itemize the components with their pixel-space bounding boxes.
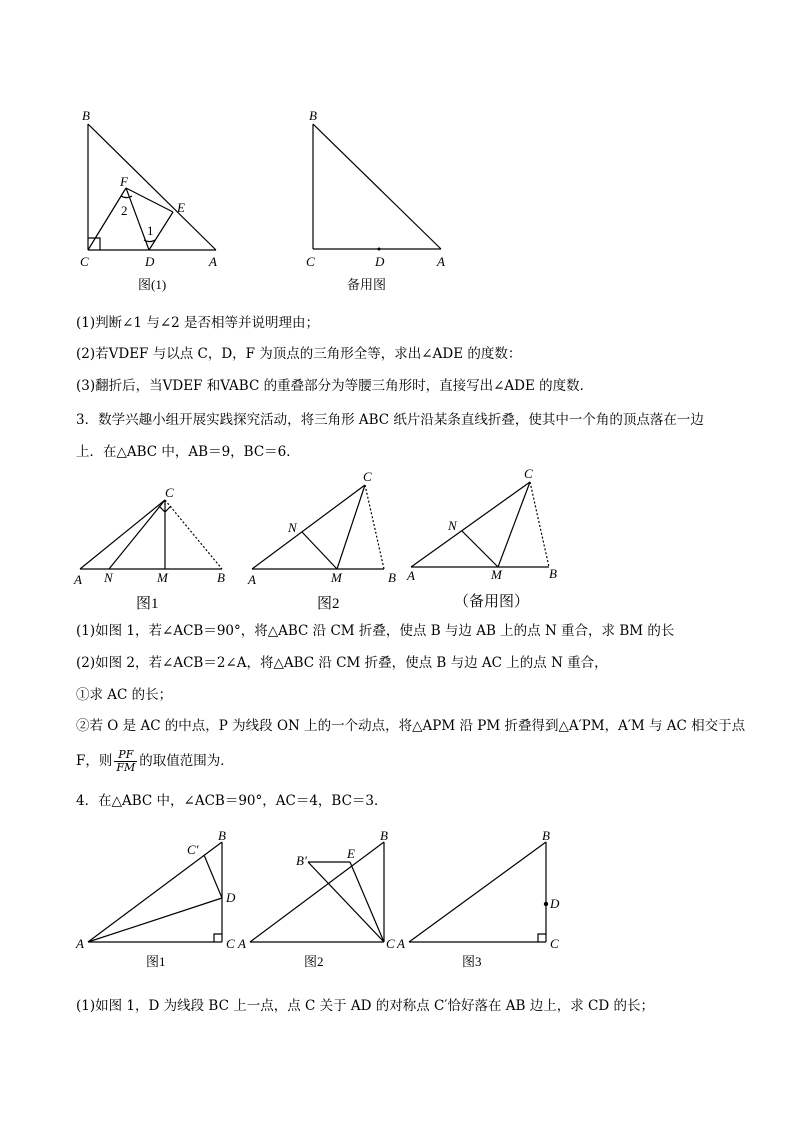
fig3-3-label-M: M <box>491 567 502 582</box>
fraction-denominator: FM <box>116 761 136 774</box>
fig3-2-caption: 图2 <box>317 596 340 612</box>
fig1-label-F: F <box>120 174 128 189</box>
fig3-1-label-C: C <box>165 485 174 500</box>
fig3-1-label-B: B <box>217 570 225 585</box>
fig4-3 <box>409 842 546 942</box>
q2-part1: (1)判断∠1 与∠2 是否相等并说明理由； <box>76 315 320 331</box>
fig3-1-label-N: N <box>104 570 113 585</box>
fig3-1-label-M: M <box>157 570 168 585</box>
fig3-2-label-B: B <box>388 570 396 585</box>
fig3-1-label-A: A <box>74 572 82 587</box>
fig4-2-label-E: E <box>347 846 355 861</box>
q3-intro-2: 上．在△ABC 中，AB＝9，BC＝6． <box>76 444 300 460</box>
fig3-2-label-M: M <box>331 570 342 585</box>
fig4-3-label-B: B <box>542 828 550 843</box>
fig4-3-label-C: C <box>550 936 559 951</box>
fig4-1-caption: 图1 <box>146 954 166 969</box>
fig4-1-label-D: D <box>226 890 236 905</box>
q3-intro-1: 3．数学兴趣小组开展实践探究活动，将三角形 ABC 纸片沿某条直线折叠，使其中一个角的顶点落在一边 <box>76 412 704 428</box>
fig1-label-E: E <box>177 200 185 215</box>
fig3-2-label-C: C <box>363 469 372 484</box>
fig4-3-caption: 图3 <box>462 954 482 969</box>
q4-intro: 4．在△ABC 中，∠ACB＝90°，AC＝4，BC＝3． <box>76 793 388 809</box>
fig3-3-caption: （备用图） <box>454 594 530 610</box>
fig3-1 <box>80 500 222 569</box>
fig1-label-C: C <box>80 254 89 269</box>
fig3-3-label-C: C <box>524 466 533 481</box>
fig1r-label-B: B <box>309 108 317 123</box>
fig3-3 <box>411 482 549 567</box>
fig1r-label-D: D <box>375 254 385 269</box>
fig4-1-label-Cprime: C′ <box>187 842 199 857</box>
fig4-2-label-Bprime: B′ <box>296 853 307 868</box>
fig3-svg <box>0 466 794 616</box>
fig4-1-label-B: B <box>218 828 226 843</box>
fig4-2-label-B: B <box>380 828 388 843</box>
fig1-label-B: B <box>82 108 90 123</box>
fig4-svg <box>0 818 794 978</box>
fig1-right-point-D <box>378 248 381 251</box>
fig4-2-caption: 图2 <box>304 954 324 969</box>
q3-part1: (1)如图 1，若∠ACB＝90°，将△ABC 沿 CM 折叠，使点 B 与边 AB 上的点 N 重合，求 BM 的长 <box>76 623 675 639</box>
fig3-2-label-A: A <box>248 572 256 587</box>
fig3-2 <box>252 485 384 569</box>
fig4-3-label-A: A <box>397 936 405 951</box>
q3-text-range: 的取值范围为． <box>139 753 234 769</box>
fig4-3-point-D <box>544 902 548 906</box>
fig4-3-label-D: D <box>550 896 560 911</box>
q3-text-f-then: F，则 <box>76 753 113 769</box>
fig3-3-label-B: B <box>549 566 557 581</box>
fig4-2-label-A: A <box>238 936 246 951</box>
fraction-pf-fm <box>114 749 137 774</box>
q2-part2: (2)若VDEF 与以点 C，D，F 为顶点的三角形全等，求出∠ADE 的度数： <box>76 346 522 362</box>
fig4-1-label-A: A <box>76 936 84 951</box>
fig3-3-label-N: N <box>448 518 457 533</box>
fig4-2-label-C: C <box>386 936 395 951</box>
fig4-2 <box>250 842 384 942</box>
fig1-caption: 图(1) <box>138 277 167 292</box>
fig4-1 <box>88 842 222 942</box>
fig4-1-label-C: C <box>226 936 235 951</box>
fig3-3-label-A: A <box>407 568 415 583</box>
q3-part2-sub2: ②若 O 是 AC 的中点，P 为线段 ON 上的一个动点，将△APM 沿 PM 折叠得到△A′PM，A′M 与 AC 相交于点 <box>76 718 746 734</box>
fig1-label-A: A <box>209 254 217 269</box>
fig1-right <box>313 124 441 249</box>
fig1-angle-2: 2 <box>121 203 128 218</box>
q2-part3: (3)翻折后，当VDEF 和VABC 的重叠部分为等腰三角形时，直接写出∠ADE 的度数． <box>76 378 594 394</box>
figure-row-1 <box>0 100 794 300</box>
figure-row-3 <box>0 466 794 616</box>
q3-part2-sub1: ①求 AC 的长； <box>76 687 173 703</box>
fig3-2-label-N: N <box>288 520 297 535</box>
q3-part2: (2)如图 2，若∠ACB＝2∠A，将△ABC 沿 CM 折叠，使点 B 与边 AC 上的点 N 重合， <box>76 655 608 671</box>
fig1r-label-A: A <box>437 254 445 269</box>
fig1r-caption: 备用图 <box>347 277 387 292</box>
q4-part1: (1)如图 1，D 为线段 BC 上一点，点 C 关于 AD 的对称点 C′恰好落在 AB 边上，求 CD 的长； <box>76 998 654 1014</box>
fig1-svg <box>0 100 794 300</box>
fig3-1-caption: 图1 <box>136 596 159 612</box>
fig1-label-D: D <box>145 254 155 269</box>
fig1r-label-C: C <box>306 254 315 269</box>
fraction-numerator: PF <box>114 749 137 762</box>
q3-part2-sub2-cont <box>76 748 736 774</box>
fig1-angle-1: 1 <box>147 223 154 238</box>
figure-row-4 <box>0 818 794 978</box>
